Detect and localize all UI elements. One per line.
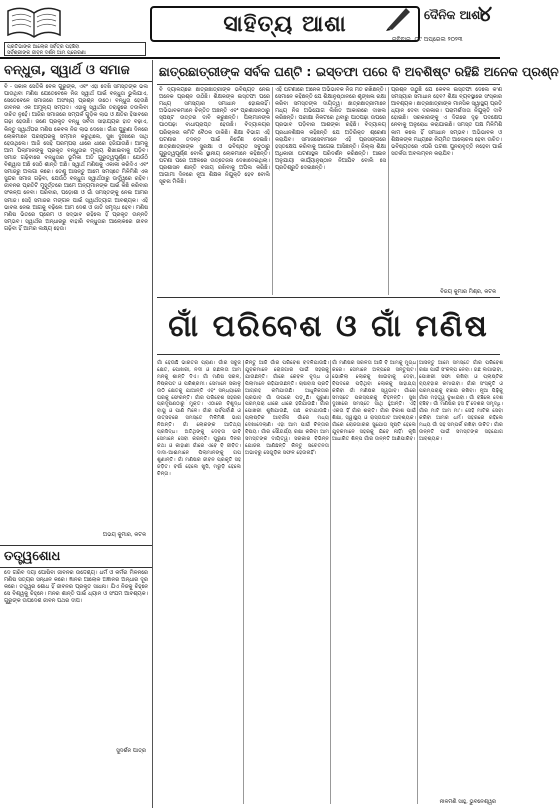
page-number: ୪	[478, 2, 493, 27]
open-book-icon	[4, 3, 64, 41]
dateline: ରବିବାର, ୦୯ ଅପ୍ରେଲ ୨୦୨୩	[392, 36, 463, 43]
feature-headline: ଗାଁ ପରିବେଶ ଓ ଗାଁ ମଣିଷ	[157, 297, 500, 355]
essay-author: ଅଭୟ କୁମାର, କଟକ	[102, 532, 146, 538]
feature-column-3: ଗାଁ ମଣିଷର ସରଳତା ଆଜି ବି ଆମକୁ ମୁଗ୍ଧ କରେ। ସେମାନେ ଅଳ୍ପରେ ସନ୍ତୁଷ୍ଟ। ଭୋକିଲା ଲୋକକୁ ଖାଇବାକୁ ଦେବା, ବିପଦରେ ପଡ଼ିଥିବା ଲୋକକୁ ସାହାଯ୍ୟ କରିବା ଗାଁ ମଣିଷର ସ୍ୱଭାବ। ଗାଁରେ ସମସ୍ତେ ପରସ୍ପରକୁ ଚିହ୍ନନ୍ତି। ସୁଖ ଦୁଃଖରେ ସମସ୍ତେ ସାଥି ହୁଅନ୍ତି। ଏହି ଏକତା ହିଁ ଗାଁର ଶକ୍ତି। ଗାଁର ବିକାଶ ପାଇଁ ଶିକ୍ଷା, ସ୍ୱାସ୍ଥ୍ୟ ଓ ରାସ୍ତାଘାଟ ଆବଶ୍ୟକ। ଗାଁରେ ରୋଜଗାରର ସୁଯୋଗ ସୃଷ୍ଟି ହେଲେ ଯୁବକମାନେ ସହରକୁ ଯିବେ ନାହିଁ। କୃଷି ଆଧାରିତ ଶିଳ୍ପ ଗାଁର ଉନ୍ନତି ଆଣିପାରିବ।	[332, 360, 416, 442]
page-header	[0, 0, 500, 56]
column-divider	[272, 87, 273, 295]
feature-article	[157, 358, 503, 808]
feature-column-2: କିନ୍ତୁ ଆଜି ଗାଁର ପରିବେଶ ବଦଳିଯାଉଛି। ଯୁବକମାନେ ରୋଜଗାର ପାଇଁ ସହରକୁ ଯାଉଛନ୍ତି। ଗାଁରେ କେବଳ ବୃଦ୍ଧ ଓ ପିଲାମାନେ ରହିଯାଉଛନ୍ତି। ଚାଷବାସ ପ୍ରତି ଆଗ୍ରହ କମିଯାଉଛି। ଆଧୁନିକତାର ପ୍ରଭାବ ଗାଁ ଉପରେ ପଡ଼ୁଛି। ପୁରୁଣା ପରମ୍ପରା ଧୀରେ ଧୀରେ ହଜିଯାଉଛି। ଗାଁର ପୋଖରୀ ଶୁଖିଯାଉଛି, ଗଛ କଟାଯାଉଛି। ପ୍ଲାଷ୍ଟିକ ଆବର୍ଜନା ଗାଁରେ ମଧ୍ୟ ଦେଖାଦେଲାଣି। ଏହା ଆମ ପାଇଁ ଚିନ୍ତାର ବିଷୟ। ଗାଁର ସୌନ୍ଦର୍ଯ୍ୟ ରକ୍ଷା କରିବା ଆମ ସମସ୍ତଙ୍କ ଦାୟିତ୍ୱ। ସରକାର ବିଭିନ୍ନ ଯୋଜନା ଆଣିଛନ୍ତି କିନ୍ତୁ ସଚେତନତା ଅଭାବରୁ ସେଗୁଡ଼ିକ ସଫଳ ହେଉନାହିଁ।	[245, 360, 329, 456]
column-divider	[330, 360, 331, 804]
quote-box	[4, 42, 146, 56]
feature-column-1: ଗାଁ ହେଉଛି ଭାରତର ପ୍ରାଣ। ଗାଁର ସବୁଜ କ୍ଷେତ, ପୋଖରୀ, ନଦୀ ଓ ଗଛଲତା ଆମ ମନକୁ ଶାନ୍ତି ଦିଏ। ଗାଁ ମଣିଷ ସରଳ, ନିଷ୍କପଟ ଓ ପରିଶ୍ରମୀ। ସେମାନେ ସକାଳୁ ଉଠି କ୍ଷେତକୁ ଯାଆନ୍ତି ଏବଂ ସନ୍ଧ୍ୟାରେ ଘରକୁ ଫେରନ୍ତି। ଗାଁର ପରିବେଶ ସହରର ପ୍ରଦୂଷଣଠାରୁ ମୁକ୍ତ। ଏଠାରେ ବିଶୁଦ୍ଧ ବାୟୁ ଓ ପାଣି ମିଳେ। ଗାଁର ପର୍ବପର୍ବାଣି ଓ ଉତ୍ସବରେ ସମସ୍ତେ ମିଳିମିଶି ଭାଗ ନିଅନ୍ତି। ଗାଁ ଲୋକଙ୍କ ଆତିଥ୍ୟ ପ୍ରସିଦ୍ଧ। ଅତିଥିଙ୍କୁ ଦେବତା ଭାବି ସେମାନେ ସେବା କରନ୍ତି। ପୁରୁଣା ଦିନର କଥା ଓ କାହାଣୀ ଗାଁରେ ଏବେ ବି ଜୀବିତ। ଦାଦା-ଆଈମାନେ ପିଲାମାନଙ୍କୁ ଗପ ଶୁଣାନ୍ତି। ଗାଁ ମଣିଷର ଜୀବନ ପ୍ରକୃତି ସହ ଜଡ଼ିତ। ବର୍ଷା ହେଲେ ଖୁସି, ମରୁଡ଼ି ହେଲେ ଚିନ୍ତା।	[157, 360, 241, 477]
newspaper-name: ଦୈନିକ ଆଶା	[424, 8, 483, 22]
lead-article	[157, 60, 559, 297]
masthead-title: ସାହିତ୍ୟ ଆଶା	[150, 6, 420, 42]
header-rule	[0, 57, 500, 59]
lead-author: ବିଜୟ କୁମାର ମିଶ୍ର, କଟକ	[440, 289, 496, 295]
pen-icon	[384, 2, 414, 32]
poem-author: ସୁଦର୍ଶନ ପାତ୍ର	[116, 748, 146, 754]
quote-line-1: ପ୍ରତିଭାଙ୍କ ଆଲୋକ ସର୍ବତ୍ର ପହଞ୍ଚିବା	[7, 44, 80, 50]
left-column	[0, 60, 153, 808]
column-divider	[243, 360, 244, 804]
feature-column-4: ଆସନ୍ତୁ ଆମେ ସମସ୍ତେ ଗାଁର ପରିବେଶ ରକ୍ଷା ପାଇଁ ସଂକଳ୍ପ ନେବା। ଗଛ ଲଗାଇବା, ପୋଖରୀ ସଫା ରଖିବା ଓ ପ୍ଲାଷ୍ଟିକ ବ୍ୟବହାର କମାଇବା। ଗାଁର ସଂସ୍କୃତି ଓ ପରମ୍ପରାକୁ ବଞ୍ଚାଇ ରଖିବା। ନୂଆ ପିଢ଼ିକୁ ଗାଁର ମହତ୍ତ୍ୱ ବୁଝାଇବା। ଗାଁ ବଞ୍ଚିଲେ ଦେଶ ବଞ୍ଚିବ। ଗାଁ ମଣିଷର ହସ ହିଁ ଦେଶର ସମୃଦ୍ଧି। ଗାଁର ମାଟି ଆମ ମା'। ସେହି ମାଟିର ସେବା କରିବା ଆମର ଧର୍ମ। ସହରରେ ରହିଲେ ମଧ୍ୟ ଗାଁ ସହ ସମ୍ପର୍କ ରଖିବା ଉଚିତ। ଗାଁର ଉନ୍ନତି ପାଇଁ ସମସ୍ତଙ୍କ ସହଯୋଗ ଆବଶ୍ୟକ।	[419, 360, 503, 442]
poem-body: ଦେ ଗରିବ ଦୟା ପୋଷିବା ଜୀବନର ଉଦ୍ଦେଶ୍ୟ। ଧର୍ମ ଓ କର୍ମର ମିଳନରେ ମଣିଷ ସତ୍ୟର ସନ୍ଧାନ କରେ। ଜ୍ଞାନର ଆଲୋକ ଅଜ୍ଞାନର ଅନ୍ଧାର ଦୂର କରେ। ତତ୍ତ୍ୱର ଶୋଧ ହିଁ ଜୀବନର ପ୍ରକୃତ ସାଧନା। ଯିଏ ନିଜକୁ ଚିହ୍ନେ ସେ ବିଶ୍ୱକୁ ଚିହ୍ନେ। ମନର ଶାନ୍ତି ପାଇଁ ଧ୍ୟାନ ଓ ସଂଯମ ଆବଶ୍ୟକ। ଗୁରୁଙ୍କ ଉପଦେଶ ଜୀବନ ପଥର ଦୀପ।	[4, 570, 148, 605]
column-divider	[388, 87, 389, 295]
essay-title: ବନ୍ଧୁତା, ସ୍ୱାର୍ଥ ଓ ସମାଜ	[0, 60, 152, 82]
feature-author: ନୀଳମଣି ସାହୁ, ଭୁବନେଶ୍ୱର	[439, 799, 496, 805]
lead-column-3: ପ୍ରଶ୍ନ ଉଠୁଛି ଯେ କେବଳ ଇସ୍ତଫା ଦେଲେ କ'ଣ ସମସ୍ୟାର ସମାଧାନ ହେବ? ଶିକ୍ଷା ବ୍ୟବସ୍ଥାରେ ସଂସ୍କାର ଆବଶ୍ୟକ। ଛାତ୍ରଛାତ୍ରୀଙ୍କ ମାନସିକ ସ୍ୱାସ୍ଥ୍ୟ ପ୍ରତି ଧ୍ୟାନ ଦେବା ଦରକାର। ପରାମର୍ଶଦାତା ନିଯୁକ୍ତି ଦାବି ହୋଇଛି। ସରକାରଙ୍କୁ ଏ ଦିଗରେ ଦୃଢ଼ ପଦକ୍ଷେପ ନେବାକୁ ଅନୁରୋଧ କରାଯାଇଛି। ସମସ୍ତ ପକ୍ଷ ମିଳିମିଶି କାମ କଲେ ହିଁ ସମାଧାନ ସମ୍ଭବ। ଅଭିଭାବକ ଓ ଶିକ୍ଷକଙ୍କ ମଧ୍ୟରେ ନିୟମିତ ଆଲୋଚନା ହେବା ଉଚିତ। ଭବିଷ୍ୟତରେ ଏପରି ଘଟଣା ପୁନରାବୃତ୍ତି ନହେବା ପାଇଁ ସତର୍କତା ଅବଲମ୍ବନ କରାଯିବ।	[391, 87, 502, 157]
column-divider	[417, 360, 418, 804]
lead-headline: ଛାତ୍ରଛାତ୍ରୀଙ୍କ ସର୍ବକ ଘଣ୍ଟି : ଇସ୍ତଫା ପରେ ବି ଅବଶିଷ୍ଟ ରହିଛି ଅନେକ ପ୍ରଶ୍ନ	[157, 60, 500, 85]
essay-body: ବି - ସକାଳ ସେତିକି ବେଳ ଗୁରୁଙ୍କ, ଏବଂ ଏହା ଦେଖି ସମସ୍ତଙ୍କ ଭଲ ପାଉଥିବା ମଣିଷ ଯେତେବେଳେ ନିଜ ସ୍ୱାର୍ଥ ପାଇଁ ବନ୍ଧୁତା ଭୁଲିଯାଏ, ସେତେବେଳେ ସମାଜରେ ଅସଂଖ୍ୟ ପ୍ରଶ୍ନ ଉଠେ। ବନ୍ଧୁତା ହେଉଛି ଜୀବନର ଏକ ଅମୂଲ୍ୟ ସମ୍ପଦ। ଏହାକୁ ସ୍ୱାର୍ଥର ତରାଜୁରେ ତଉଲିବା ଉଚିତ ନୁହେଁ। ଆଜିର ସମାଜରେ ସମ୍ପର୍କ ଗୁଡ଼ିକ ଲାଭ ଓ କ୍ଷତିର ହିସାବରେ ଗଢ଼ା ହେଉଛି। ଜଣେ ପ୍ରକୃତ ବନ୍ଧୁ ସର୍ବଦା ସାହାଯ୍ୟର ହାତ ବଢ଼ାଏ, କିନ୍ତୁ ସ୍ୱାର୍ଥପର ମଣିଷ କେବଳ ନିଜ ଲାଭ ଦେଖେ। ଗାଁର ପୁରୁଣା ଦିନରେ ଲୋକମାନେ ପରସ୍ପରକୁ ସମ୍ମାନ କରୁଥିଲେ, ସୁଖ ଦୁଃଖରେ ସାଥି ହେଉଥିଲେ। ଆଜି ସେହି ପରମ୍ପରା ଧୀରେ ଧୀରେ ହଜିଯାଉଛି। ଆମକୁ ଆମ ପିଲାମାନଙ୍କୁ ପ୍ରକୃତ ବନ୍ଧୁତାର ମୂଲ୍ୟ ଶିଖାଇବାକୁ ପଡ଼ିବ। ସମାଜ ଗଢ଼ିବାରେ ବନ୍ଧୁତାର ଭୂମିକା ଅତି ଗୁରୁତ୍ୱପୂର୍ଣ୍ଣ। ଯେଉଁଠି ବିଶ୍ୱାସ ଅଛି ସେଠି ଶାନ୍ତି ଅଛି। ସ୍ୱାର୍ଥ ମଣିଷକୁ ଏକାକୀ କରିଦିଏ ଏବଂ ସମାଜରୁ ଅଲଗା କରେ। ତେଣୁ ଆସନ୍ତୁ ଆମେ ସମସ୍ତେ ମିଳିମିଶି ଏକ ସୁନ୍ଦର ସମାଜ ଗଢ଼ିବା, ଯେଉଁଠି ବନ୍ଧୁତା ସ୍ୱାର୍ଥଠାରୁ ଊର୍ଦ୍ଧ୍ୱରେ ରହିବ। ଜୀବନର ପ୍ରତିଟି ମୁହୂର୍ତ୍ତରେ ଆମେ ଅନ୍ୟମାନଙ୍କ ପାଇଁ କିଛି କରିବାର ସଂକଳ୍ପ ନେବା। ପରିବାର, ପଡ଼ୋଶୀ ଓ ଗାଁ ସମସ୍ତଙ୍କୁ ନେଇ ଆମର ସମାଜ। ସେହି ସମାଜର ମଙ୍ଗଳ ପାଇଁ ସ୍ୱାର୍ଥତ୍ୟାଗ ଆବଶ୍ୟକ। ଏହି ଭାବନା ନେଇ ଆଗକୁ ବଢ଼ିଲେ ଆମ ଦେଶ ଓ ଜାତି ସମୃଦ୍ଧ ହେବ। ମଣିଷ ମଣିଷ ଭିତରେ ପ୍ରେମ ଓ ସଦ୍ଭାବ ରହିଲେ ହିଁ ପ୍ରକୃତ ଉନ୍ନତି ସମ୍ଭବ। ସ୍ୱାର୍ଥର ଅନ୍ଧାରରୁ ବାହାରି ବନ୍ଧୁତାର ଆଲୋକରେ ଜୀବନ ଗଢ଼ିବା ହିଁ ଆମର ଲକ୍ଷ୍ୟ ହେଉ।	[4, 84, 148, 232]
quote-line-2: ସର୍ବଶ୍ରୀଙ୍କ ଜୀବନ ଦର୍ଶନ ଆମ ପ୍ରେରଣା	[7, 50, 86, 56]
lead-column-2: ଏହି ଘଟଣାରେ ଅନେକ ଅଭିଭାବକ ନିଜ ମତ ରଖିଛନ୍ତି। ସେମାନେ କହିଛନ୍ତି ଯେ ଶିକ୍ଷାନୁଷ୍ଠାନରେ ଶୃଙ୍ଖଳା ରକ୍ଷା କରିବା ସମସ୍ତଙ୍କ ଦାୟିତ୍ୱ। ଛାତ୍ରଛାତ୍ରୀମାନେ ମଧ୍ୟ ନିଜ ଅଭିଯୋଗ ଲିଖିତ ଆକାରରେ ଦାଖଲ କରିଛନ୍ତି। ପରୀକ୍ଷା ନିକଟରେ ଥିବାରୁ ପାଠପଢ଼ା ଉପରେ ପ୍ରଭାବ ପଡ଼ିବାର ଆଶଙ୍କା ରହିଛି। ବିଦ୍ୟାଳୟ ପ୍ରଧାନଶିକ୍ଷକ କହିଛନ୍ତି ଯେ ଅତିରିକ୍ତ ଶ୍ରେଣୀ କରାଯିବ। ସମାଜସେବୀମାନେ ଏହି ପ୍ରସଙ୍ଗରେ ହସ୍ତକ୍ଷେପ କରିବାକୁ ଆଗେଇ ଆସିଛନ୍ତି। ଜିଲ୍ଲା ଶିକ୍ଷା ଅଧିକାରୀ ଘଟଣାସ୍ଥଳ ପରିଦର୍ଶନ କରିଛନ୍ତି। ଆଇନ ଅନୁଯାୟୀ କାର୍ଯ୍ୟାନୁଷ୍ଠାନ ନିଆଯିବ ବୋଲି ସେ ପ୍ରତିଶ୍ରୁତି ଦେଇଛନ୍ତି।	[275, 87, 386, 172]
lead-body	[157, 85, 500, 298]
poem-title: ତତ୍ତ୍ୱଶୋଧ	[0, 545, 152, 568]
lead-column-1: ବି ଦ୍ୟାଳୟରେ ଛାତ୍ରଛାତ୍ରୀଙ୍କ ଭବିଷ୍ୟତ ନେଇ ଅନେକ ପ୍ରଶ୍ନ ଉଠିଛି। ଶିକ୍ଷକଙ୍କ ଇସ୍ତଫା ପରେ ମଧ୍ୟ ସମସ୍ୟାର ସମାଧାନ ହୋଇନାହିଁ। ଅଭିଭାବକମାନେ ଚିନ୍ତିତ ଅଛନ୍ତି ଏବଂ ପ୍ରଶାସନଠାରୁ ସ୍ପଷ୍ଟ ଉତ୍ତର ଦାବି କରୁଛନ୍ତି। ପିଲାମାନଙ୍କ ପାଠପଢ଼ା ବାଧାପ୍ରାପ୍ତ ହେଉଛି। ବିଦ୍ୟାଳୟର ପରିଚାଳନା କମିଟି ବୈଠକ ଡାକିଛି। ଶିକ୍ଷା ବିଭାଗ ଏହି ଘଟଣାର ତଦନ୍ତ ପାଇଁ ନିର୍ଦ୍ଦେଶ ଦେଇଛି। ଛାତ୍ରଛାତ୍ରୀଙ୍କ ସୁରକ୍ଷା ଓ ଭବିଷ୍ୟତ ସବୁଠାରୁ ଗୁରୁତ୍ୱପୂର୍ଣ୍ଣ ବୋଲି ସ୍ଥାନୀୟ ଲୋକମାନେ କହିଛନ୍ତି। ଘଟଣା ପରେ ଅଞ୍ଚଳରେ ଉତ୍ତେଜନା ଦେଖାଦେଇଥିଲା। ପ୍ରଶାସନ ଶାନ୍ତି ବଜାୟ ରଖିବାକୁ ଅପିଲ କରିଛି। ଆଗାମୀ ଦିନରେ ନୂଆ ଶିକ୍ଷକ ନିଯୁକ୍ତି ହେବ ବୋଲି ସୂଚନା ମିଳିଛି।	[159, 87, 270, 186]
